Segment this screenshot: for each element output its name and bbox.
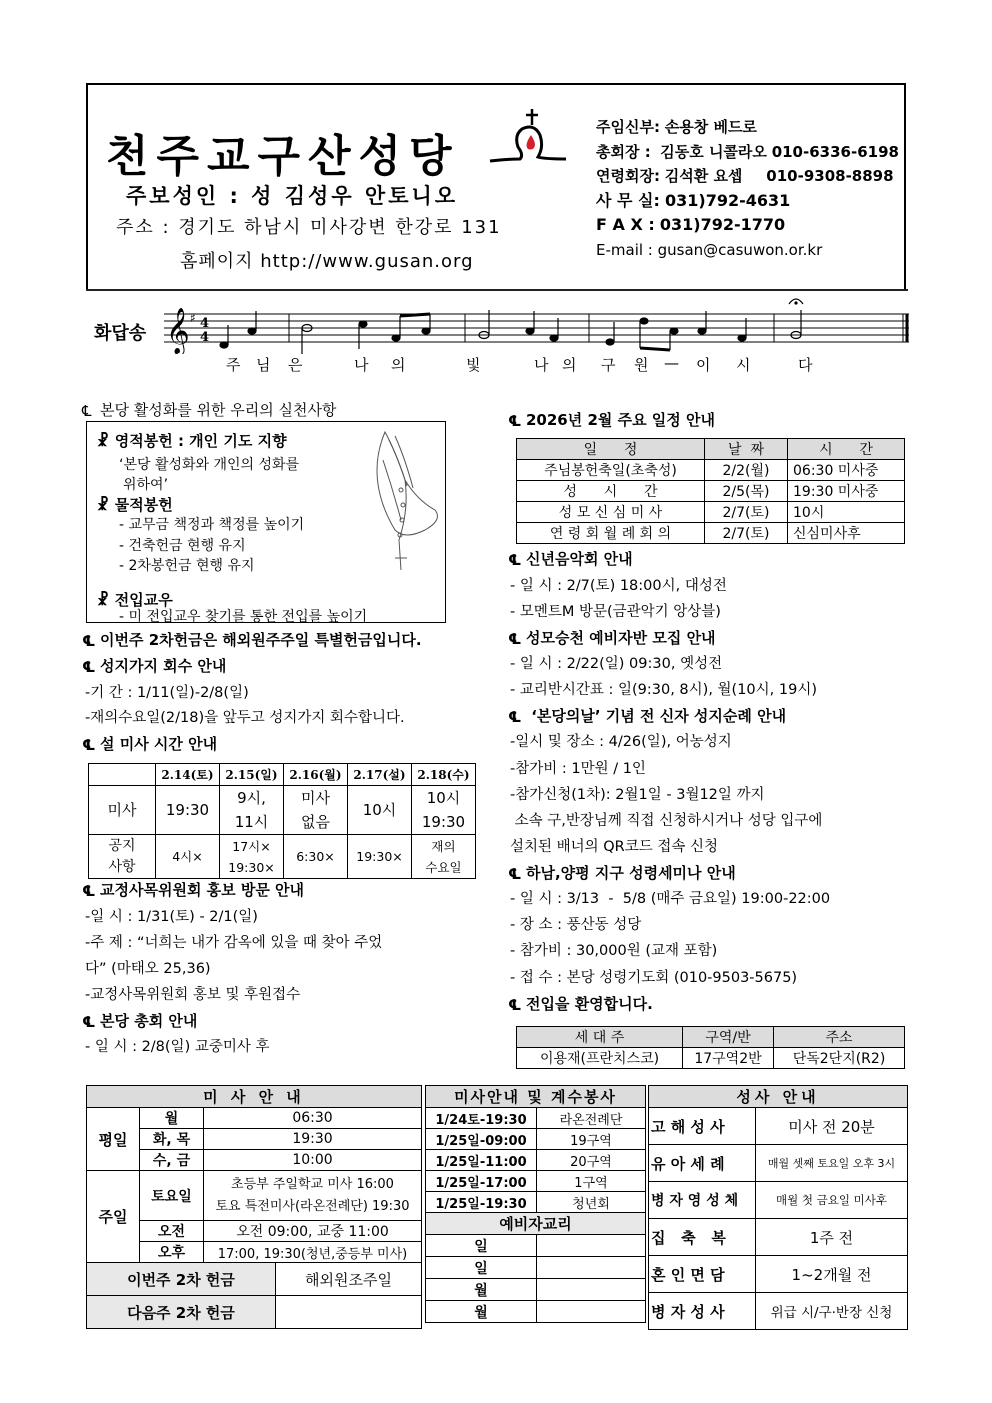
practice-box (86, 421, 446, 623)
collection-value (276, 1296, 422, 1329)
seminar-line: - 일 시 : 3/13 - 5/8 (매주 금요일) 19:00-22:00 (510, 891, 831, 907)
table-cell: 10시 (348, 786, 412, 835)
church-bullet-icon: ℄ (508, 996, 522, 1014)
table-cell: 이용재(프란치스코) (517, 1048, 683, 1069)
service-date: 1/25일-19:30 (426, 1192, 537, 1213)
contact-value: 031)792-4631 (665, 190, 791, 210)
contact-row (596, 115, 899, 140)
concert-heading: ℄ 신년음악회 안내 (508, 550, 633, 569)
day-label: 수, 금 (140, 1150, 204, 1171)
row-label: 공지 사항 (89, 835, 156, 879)
table-cell: 성 시 간 (517, 481, 705, 502)
pilgrimage-line: -참가신청(1차): 2월1일 - 3월12일 까지 (510, 787, 765, 803)
pilgrimage-heading: ℄ ‘본당의날’ 기념 전 신자 성지순례 안내 (508, 707, 787, 726)
table-header (89, 764, 156, 786)
pilgrimage-line: -일시 및 장소 : 4/26(일), 어농성지 (510, 734, 732, 750)
lyric: 구 (601, 356, 616, 374)
catechumen-day: 월 (426, 1279, 537, 1301)
table-cell: 4시× (156, 835, 220, 879)
prison-line: -일 시 : 1/31(토) - 2/1(일) (85, 909, 258, 925)
address: 주소 : 경기도 하남시 미사강변 한강로 131 (116, 217, 502, 238)
practice-heading: ℄ 본당 활성화를 위한 우리의 실천사항 (82, 401, 337, 420)
lyric: 나 (534, 356, 549, 374)
sacrament-name: 유 아 세 례 (649, 1145, 756, 1182)
row-label: 평일 (87, 1108, 140, 1171)
patron-saint: 주보성인 : 성 김성우 안토니오 (126, 184, 459, 208)
table-title: 미 사 안 내 (87, 1086, 422, 1108)
catechumen-day: 월 (426, 1301, 537, 1323)
contact-row (596, 213, 899, 238)
catechumen-value (537, 1257, 646, 1279)
contact-label: 사 무 실: (596, 190, 660, 210)
lyric: 다 (798, 356, 813, 374)
sacrament-info: 매월 첫 금요일 미사후 (756, 1182, 908, 1219)
day-label: 월 (140, 1108, 204, 1129)
table-header: 2.17(설) (348, 764, 412, 786)
table-cell: 19:30 (156, 786, 220, 835)
spiritual-title: ☧ 영적봉헌 : 개인 기도 지향 (97, 432, 287, 450)
catechumen-day: 일 (426, 1235, 537, 1257)
table-header: 2.15(일) (220, 764, 284, 786)
service-group: 19구역 (537, 1129, 646, 1150)
church-bullet-icon: ℄ (82, 1013, 96, 1031)
catechumen-title: 예비자교리 (426, 1213, 646, 1235)
lyric: — (664, 354, 679, 372)
seminar-line: - 참가비 : 30,000원 (교재 포함) (510, 943, 718, 959)
table-header: 2.14(토) (156, 764, 220, 786)
palm-heading: ℄ 성지가지 회수 안내 (82, 657, 227, 676)
day-label: 오전 (140, 1221, 204, 1242)
homepage-link[interactable]: 홈페이지 http://www.gusan.org (180, 251, 474, 272)
table-header: 날 짜 (705, 439, 788, 460)
lyric: 나 (354, 356, 369, 374)
table-cell: 2/7(토) (705, 502, 788, 523)
sacrament-info: 위급 시/구·반장 신청 (756, 1293, 908, 1330)
sacrament-name: 고 해 성 사 (649, 1108, 756, 1145)
church-bullet-icon: ℄ (82, 632, 96, 650)
pilgrimage-line: -참가비 : 1만원 / 1인 (510, 761, 646, 777)
pilgrimage-line: 소속 구,반장님께 직접 신청하시거나 성당 입구에 (510, 813, 823, 829)
catechumen-value (537, 1279, 646, 1301)
catechism-line: - 교리반시간표 : 일(9:30, 8시), 월(10시, 19시) (510, 682, 817, 698)
transfer-title: ☧ 전입교우 (97, 591, 173, 609)
day-label: 화, 목 (140, 1129, 204, 1150)
mass-time: 오전 09:00, 교중 11:00 (204, 1221, 422, 1242)
row-label: 이번주 2차 헌금 (87, 1263, 276, 1296)
sacrament-info: 1~2개월 전 (756, 1256, 908, 1293)
collection-value: 해외원조주일 (276, 1263, 422, 1296)
lyric: 주 (226, 356, 241, 374)
contact-value: 031)792-1770 (659, 215, 786, 235)
table-cell: 재의 수요일 (412, 835, 476, 879)
prison-line: 다” (마태오 25,36) (85, 961, 211, 977)
assembly-line: - 일 시 : 2/8(일) 교중미사 후 (85, 1039, 270, 1055)
parish-name: 천주교구산성당 (106, 131, 460, 182)
praying-hands-icon (365, 430, 445, 580)
prison-heading: ℄ 교정사목위원회 홍보 방문 안내 (82, 881, 305, 900)
service-date: 1/24토-19:30 (426, 1108, 537, 1129)
contact-row (596, 164, 899, 189)
chi-rho-icon: ☧ (97, 432, 109, 450)
mass-time: 06:30 (204, 1108, 422, 1129)
seminar-heading: ℄ 하남,양평 지구 성령세미나 안내 (508, 864, 736, 883)
church-bullet-icon: ℄ (508, 865, 522, 883)
mass-time: 10:00 (204, 1150, 422, 1171)
table-cell: 10시 19:30 (412, 786, 476, 835)
spiritual-line: 위하여’ (123, 477, 169, 493)
spiritual-line: ‘본당 활성화와 개인의 성화를 (119, 457, 300, 473)
catechism-line: - 일 시 : 2/22(일) 09:30, 옛성전 (510, 656, 723, 672)
material-item: - 2차봉헌금 현행 유지 (119, 558, 255, 574)
contact-label: 총회장 : (596, 142, 651, 161)
sacrament-info: 미사 전 20분 (756, 1108, 908, 1145)
table-cell: 2/2(월) (705, 460, 788, 481)
lyric: 의 (562, 356, 577, 374)
church-logo-icon (488, 105, 568, 167)
service-date: 1/25일-17:00 (426, 1171, 537, 1192)
table-title: 미사안내 및 계수봉사 (426, 1086, 646, 1108)
table-cell: 17구역2반 (683, 1048, 774, 1069)
table-header: 2.18(수) (412, 764, 476, 786)
church-bullet-icon: ℄ (508, 551, 522, 569)
church-bullet-icon: ℄ (82, 402, 92, 420)
psalm-label: 화답송 (94, 323, 147, 344)
assembly-heading: ℄ 본당 총회 안내 (82, 1012, 198, 1031)
svg-text:4: 4 (200, 330, 210, 345)
seol-mass-table (88, 763, 476, 879)
contact-phone: 010-9308-8898 (766, 167, 894, 186)
sacrament-name: 혼 인 면 담 (649, 1256, 756, 1293)
lyric: 빛 (466, 356, 481, 374)
service-group: 라온전례단 (537, 1108, 646, 1129)
transfer-item: - 미 전입교우 찾기를 통한 전입를 높이기 (119, 609, 368, 625)
service-group: 청년회 (537, 1192, 646, 1213)
seol-heading: ℄ 설 미사 시간 안내 (82, 735, 218, 754)
bulletin-header (86, 83, 906, 289)
contact-value: 손용창 베드로 (664, 118, 757, 136)
svg-text:4: 4 (200, 316, 210, 331)
contact-label: 연령회장: (596, 167, 660, 186)
svg-text:♯: ♯ (190, 311, 196, 325)
table-header: 구역/반 (683, 1027, 774, 1048)
mass-info-table (86, 1085, 422, 1329)
table-cell: 주님봉헌축일(초축성) (517, 460, 705, 481)
material-item: - 건축헌금 현행 유지 (119, 538, 246, 554)
service-table (425, 1085, 646, 1323)
table-cell: 미사 없음 (284, 786, 348, 835)
table-cell: 연 령 회 월 례 회 의 (517, 523, 705, 544)
sacrament-info: 매월 셋째 토요일 오후 3시 (756, 1145, 908, 1182)
contact-phone: 010-6336-6198 (771, 142, 899, 161)
seminar-line: - 장 소 : 풍산동 성당 (510, 917, 642, 933)
row-label: 미사 (89, 786, 156, 835)
material-item: - 교무금 책정과 책정를 높이기 (119, 517, 305, 533)
mass-time: 17:00, 19:30(청년,중등부 미사) (204, 1242, 422, 1263)
lyric: 원 (634, 356, 649, 374)
church-bullet-icon: ℄ (82, 658, 96, 676)
chi-rho-icon: ☧ (97, 496, 109, 514)
table-header: 일 정 (517, 439, 705, 460)
church-bullet-icon: ℄ (82, 736, 96, 754)
mass-time: 19:30 (204, 1129, 422, 1150)
service-date: 1/25일-11:00 (426, 1150, 537, 1171)
catechism-heading: ℄ 성모승천 예비자반 모집 안내 (508, 629, 716, 648)
lyric: 님 (256, 356, 271, 374)
church-bullet-icon: ℄ (508, 412, 522, 430)
table-cell: 17시× 19:30× (220, 835, 284, 879)
responsorial-psalm (86, 292, 911, 382)
table-cell: 10시 (788, 502, 905, 523)
table-cell: 6:30× (284, 835, 348, 879)
contact-list (596, 115, 899, 263)
church-bullet-icon: ℄ (508, 708, 522, 726)
sacraments-table (648, 1085, 908, 1330)
mass-time: 초등부 주일학교 미사 16:00 (231, 1176, 394, 1192)
row-label: 다음주 2차 헌금 (87, 1296, 276, 1329)
seminar-line: - 접 수 : 본당 성령기도회 (010-9503-5675) (510, 970, 798, 986)
service-group: 1구역 (537, 1171, 646, 1192)
concert-line: - 모멘트M 방문(금관악기 앙상블) (510, 604, 721, 620)
church-bullet-icon: ℄ (82, 882, 96, 900)
row-label: 주일 (87, 1171, 140, 1263)
contact-label: F A X : (596, 215, 655, 235)
table-title: 성사 안내 (649, 1086, 908, 1108)
treble-clef-icon: 𝄞 (166, 308, 190, 354)
contact-label: E-mail : (596, 240, 653, 259)
church-bullet-icon: ℄ (508, 630, 522, 648)
table-header: 주소 (774, 1027, 905, 1048)
contact-row (596, 238, 899, 263)
sacrament-name: 병 자 성 사 (649, 1293, 756, 1330)
catechumen-day: 일 (426, 1257, 537, 1279)
music-staff (164, 292, 909, 354)
second-collection-notice: ℄ 이번주 2차헌금은 해외원주주일 특별헌금입니다. (82, 631, 422, 650)
header-divider (86, 289, 908, 291)
prison-line: -교정사목위원회 홍보 및 후원접수 (85, 987, 301, 1003)
table-header: 시 간 (788, 439, 905, 460)
sacrament-name: 병 자 영 성 체 (649, 1182, 756, 1219)
catechumen-value (537, 1235, 646, 1257)
sacrament-name: 집 축 복 (649, 1219, 756, 1256)
chi-rho-icon: ☧ (97, 591, 109, 609)
lyric: 시 (736, 356, 751, 374)
schedule-table (516, 438, 905, 544)
concert-line: - 일 시 : 2/7(토) 18:00시, 대성전 (510, 578, 727, 594)
table-cell: 19:30× (348, 835, 412, 879)
catechumen-value (537, 1301, 646, 1323)
palm-line: -재의수요일(2/18)을 앞두고 성지가지 회수합니다. (85, 710, 405, 726)
mass-time: 토요 특전미사(라온전례단) 19:30 (215, 1198, 410, 1214)
table-cell: 19:30 미사중 (788, 481, 905, 502)
contact-row (596, 189, 899, 214)
prison-line: -주 제 : “너희는 내가 감옥에 있을 때 찾아 주었 (85, 935, 383, 951)
contact-row (596, 140, 899, 165)
day-label: 토요일 (140, 1171, 204, 1221)
service-date: 1/25일-09:00 (426, 1129, 537, 1150)
palm-line: -기 간 : 1/11(일)-2/8(일) (85, 685, 249, 701)
table-header: 세 대 주 (517, 1027, 683, 1048)
day-label: 오후 (140, 1242, 204, 1263)
welcome-heading: ℄ 전입을 환영합니다. (508, 995, 653, 1014)
sacrament-info: 1주 전 (756, 1219, 908, 1256)
table-cell: 2/5(목) (705, 481, 788, 502)
lyric: 의 (391, 356, 406, 374)
table-cell: 성 모 신 심 미 사 (517, 502, 705, 523)
service-group: 20구역 (537, 1150, 646, 1171)
contact-label: 주임신부: (596, 118, 660, 136)
lyric: 이 (696, 356, 711, 374)
pilgrimage-line: 설치된 배너의 QR코드 접속 신청 (510, 839, 719, 855)
table-cell: 단독2단지(R2) (774, 1048, 905, 1069)
lyric: 은 (288, 356, 303, 374)
table-cell: 2/7(토) (705, 523, 788, 544)
schedule-heading: ℄ 2026년 2월 주요 일정 안내 (508, 411, 715, 430)
material-title: ☧ 물적봉헌 (97, 496, 173, 514)
table-cell: 9시, 11시 (220, 786, 284, 835)
table-cell: 신심미사후 (788, 523, 905, 544)
table-cell: 06:30 미사중 (788, 460, 905, 481)
contact-value: 김석환 요셉 (664, 167, 743, 186)
welcome-table (516, 1026, 905, 1069)
contact-value: 김동호 니콜라오 (660, 142, 767, 161)
email-link[interactable]: gusan@casuwon.or.kr (657, 240, 823, 259)
table-header: 2.16(월) (284, 764, 348, 786)
